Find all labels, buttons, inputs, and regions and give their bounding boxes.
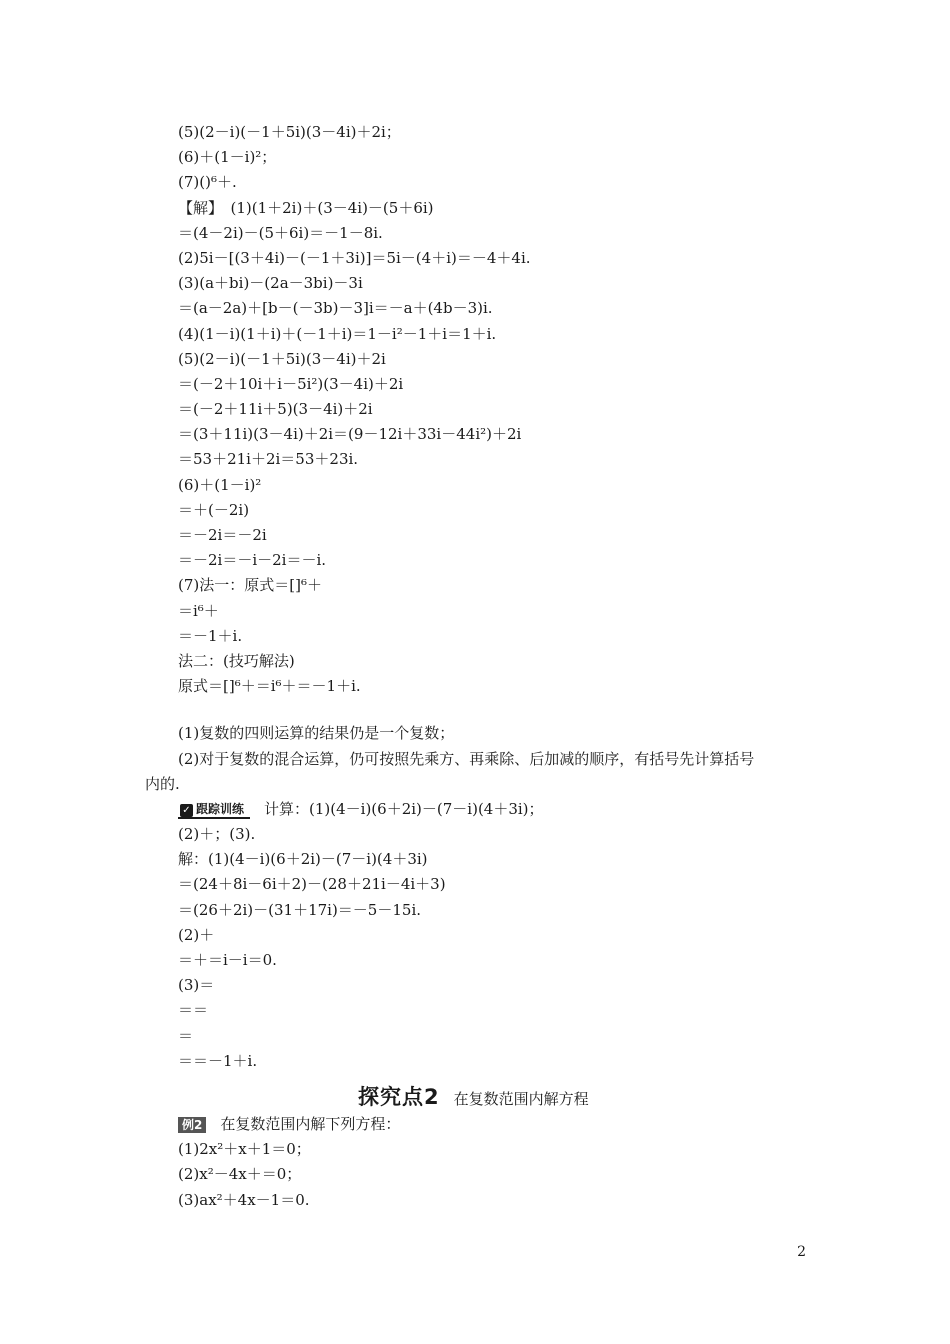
text-line: ＝＝－1＋i. <box>178 1051 258 1070</box>
text-line: ＝(24＋8i－6i＋2)－(28＋21i－4i＋3) <box>178 875 446 894</box>
text-line: (4)(1－i)(1＋i)＋(－1＋i)＝1－i²－1＋i＝1＋i. <box>178 324 497 343</box>
practice-badge <box>178 801 250 819</box>
section-title: 探究点2 <box>358 1085 440 1109</box>
practice-badge-label: 跟踪训练 <box>196 801 245 816</box>
text-line: (1)2x²＋x＋1＝0； <box>178 1140 311 1159</box>
text-line: ＝(－2＋11i＋5)(3－4i)＋2i <box>178 400 373 419</box>
text-line: ＝(3＋11i)(3－4i)＋2i＝(9－12i＋33i－44i²)＋2i <box>178 425 522 444</box>
text-line: ＝－1＋i. <box>178 626 243 645</box>
text-line: 法二：(技巧解法) <box>178 651 295 670</box>
text-line: ＝＋＝i－i＝0. <box>178 951 277 969</box>
note-line-continued: 内的. <box>145 774 180 793</box>
text-line: (3)(a＋bi)－(2a－3bi)－3i <box>178 274 363 293</box>
practice-prompt: 计算：(1)(4－i)(6＋2i)－(7－i)(4＋3i)； <box>264 799 544 818</box>
note-line: (2)对于复数的混合运算，仍可按照先乘方、再乘除、后加减的顺序，有括号先计算括号 <box>178 749 755 768</box>
text-line: (2)＋ <box>178 925 215 944</box>
section-subtitle: 在复数范围内解方程 <box>453 1090 589 1108</box>
text-line: (7)法一：原式＝[]⁶＋ <box>178 576 322 595</box>
note-line: (1)复数的四则运算的结果仍是一个复数； <box>178 724 455 743</box>
text-line: ＝ <box>178 1026 194 1045</box>
text-line: ＝(－2＋10i＋i－5i²)(3－4i)＋2i <box>178 374 404 393</box>
solution-heading: 【解】 (1)(1＋2i)＋(3－4i)－(5＋6i) <box>178 198 434 217</box>
text-line: 解：(1)(4－i)(6＋2i)－(7－i)(4＋3i) <box>178 850 428 869</box>
text-line: (7)()⁶＋. <box>178 173 237 192</box>
practice-prompt-line <box>178 797 818 822</box>
text-line: ＝i⁶＋ <box>178 601 219 620</box>
text-line: ＝(4－2i)－(5＋6i)＝－1－8i. <box>178 223 383 242</box>
text-line: (6)＋(1－i)²； <box>178 148 277 167</box>
example-prompt: 在复数范围内解下列方程： <box>220 1115 401 1133</box>
text-line: (6)＋(1－i)² <box>178 475 262 494</box>
text-line: ＝＋(－2i) <box>178 500 250 519</box>
example-prompt-line <box>178 1112 818 1137</box>
example-block <box>178 1112 818 1213</box>
text-line: (3)ax²＋4x－1＝0. <box>178 1190 310 1209</box>
section-heading <box>358 1082 589 1112</box>
text-line: (2)＋；(3). <box>178 825 256 844</box>
text-line: (5)(2－i)(－1＋5i)(3－4i)＋2i； <box>178 123 401 141</box>
page-number: 2 <box>797 1244 806 1260</box>
text-line: ＝＝ <box>178 1001 209 1020</box>
text-line: ＝－2i＝－i－2i＝－i. <box>178 551 327 570</box>
text-line: ＝－2i＝－2i <box>178 526 267 544</box>
text-line: (2)5i－[(3＋4i)－(－1＋3i)]＝5i－(4＋i)＝－4＋4i. <box>178 248 531 267</box>
text-line: ＝53＋21i＋2i＝53＋23i. <box>178 450 359 469</box>
check-icon: ✓ <box>180 804 193 817</box>
text-line: 原式＝[]⁶＋＝i⁶＋＝－1＋i. <box>178 677 361 696</box>
text-line: ＝(26＋2i)－(31＋17i)＝－5－15i. <box>178 900 422 919</box>
solution-block <box>145 120 818 1074</box>
text-line: (2)x²－4x＋＝0； <box>178 1165 302 1184</box>
text-line: (5)(2－i)(－1＋5i)(3－4i)＋2i <box>178 349 386 368</box>
spacer <box>178 699 818 721</box>
example-badge: 例2 <box>178 1117 206 1133</box>
text-line: (3)＝ <box>178 976 215 995</box>
text-line: ＝(a－2a)＋[b－(－3b)－3]i＝－a＋(4b－3)i. <box>178 299 493 318</box>
